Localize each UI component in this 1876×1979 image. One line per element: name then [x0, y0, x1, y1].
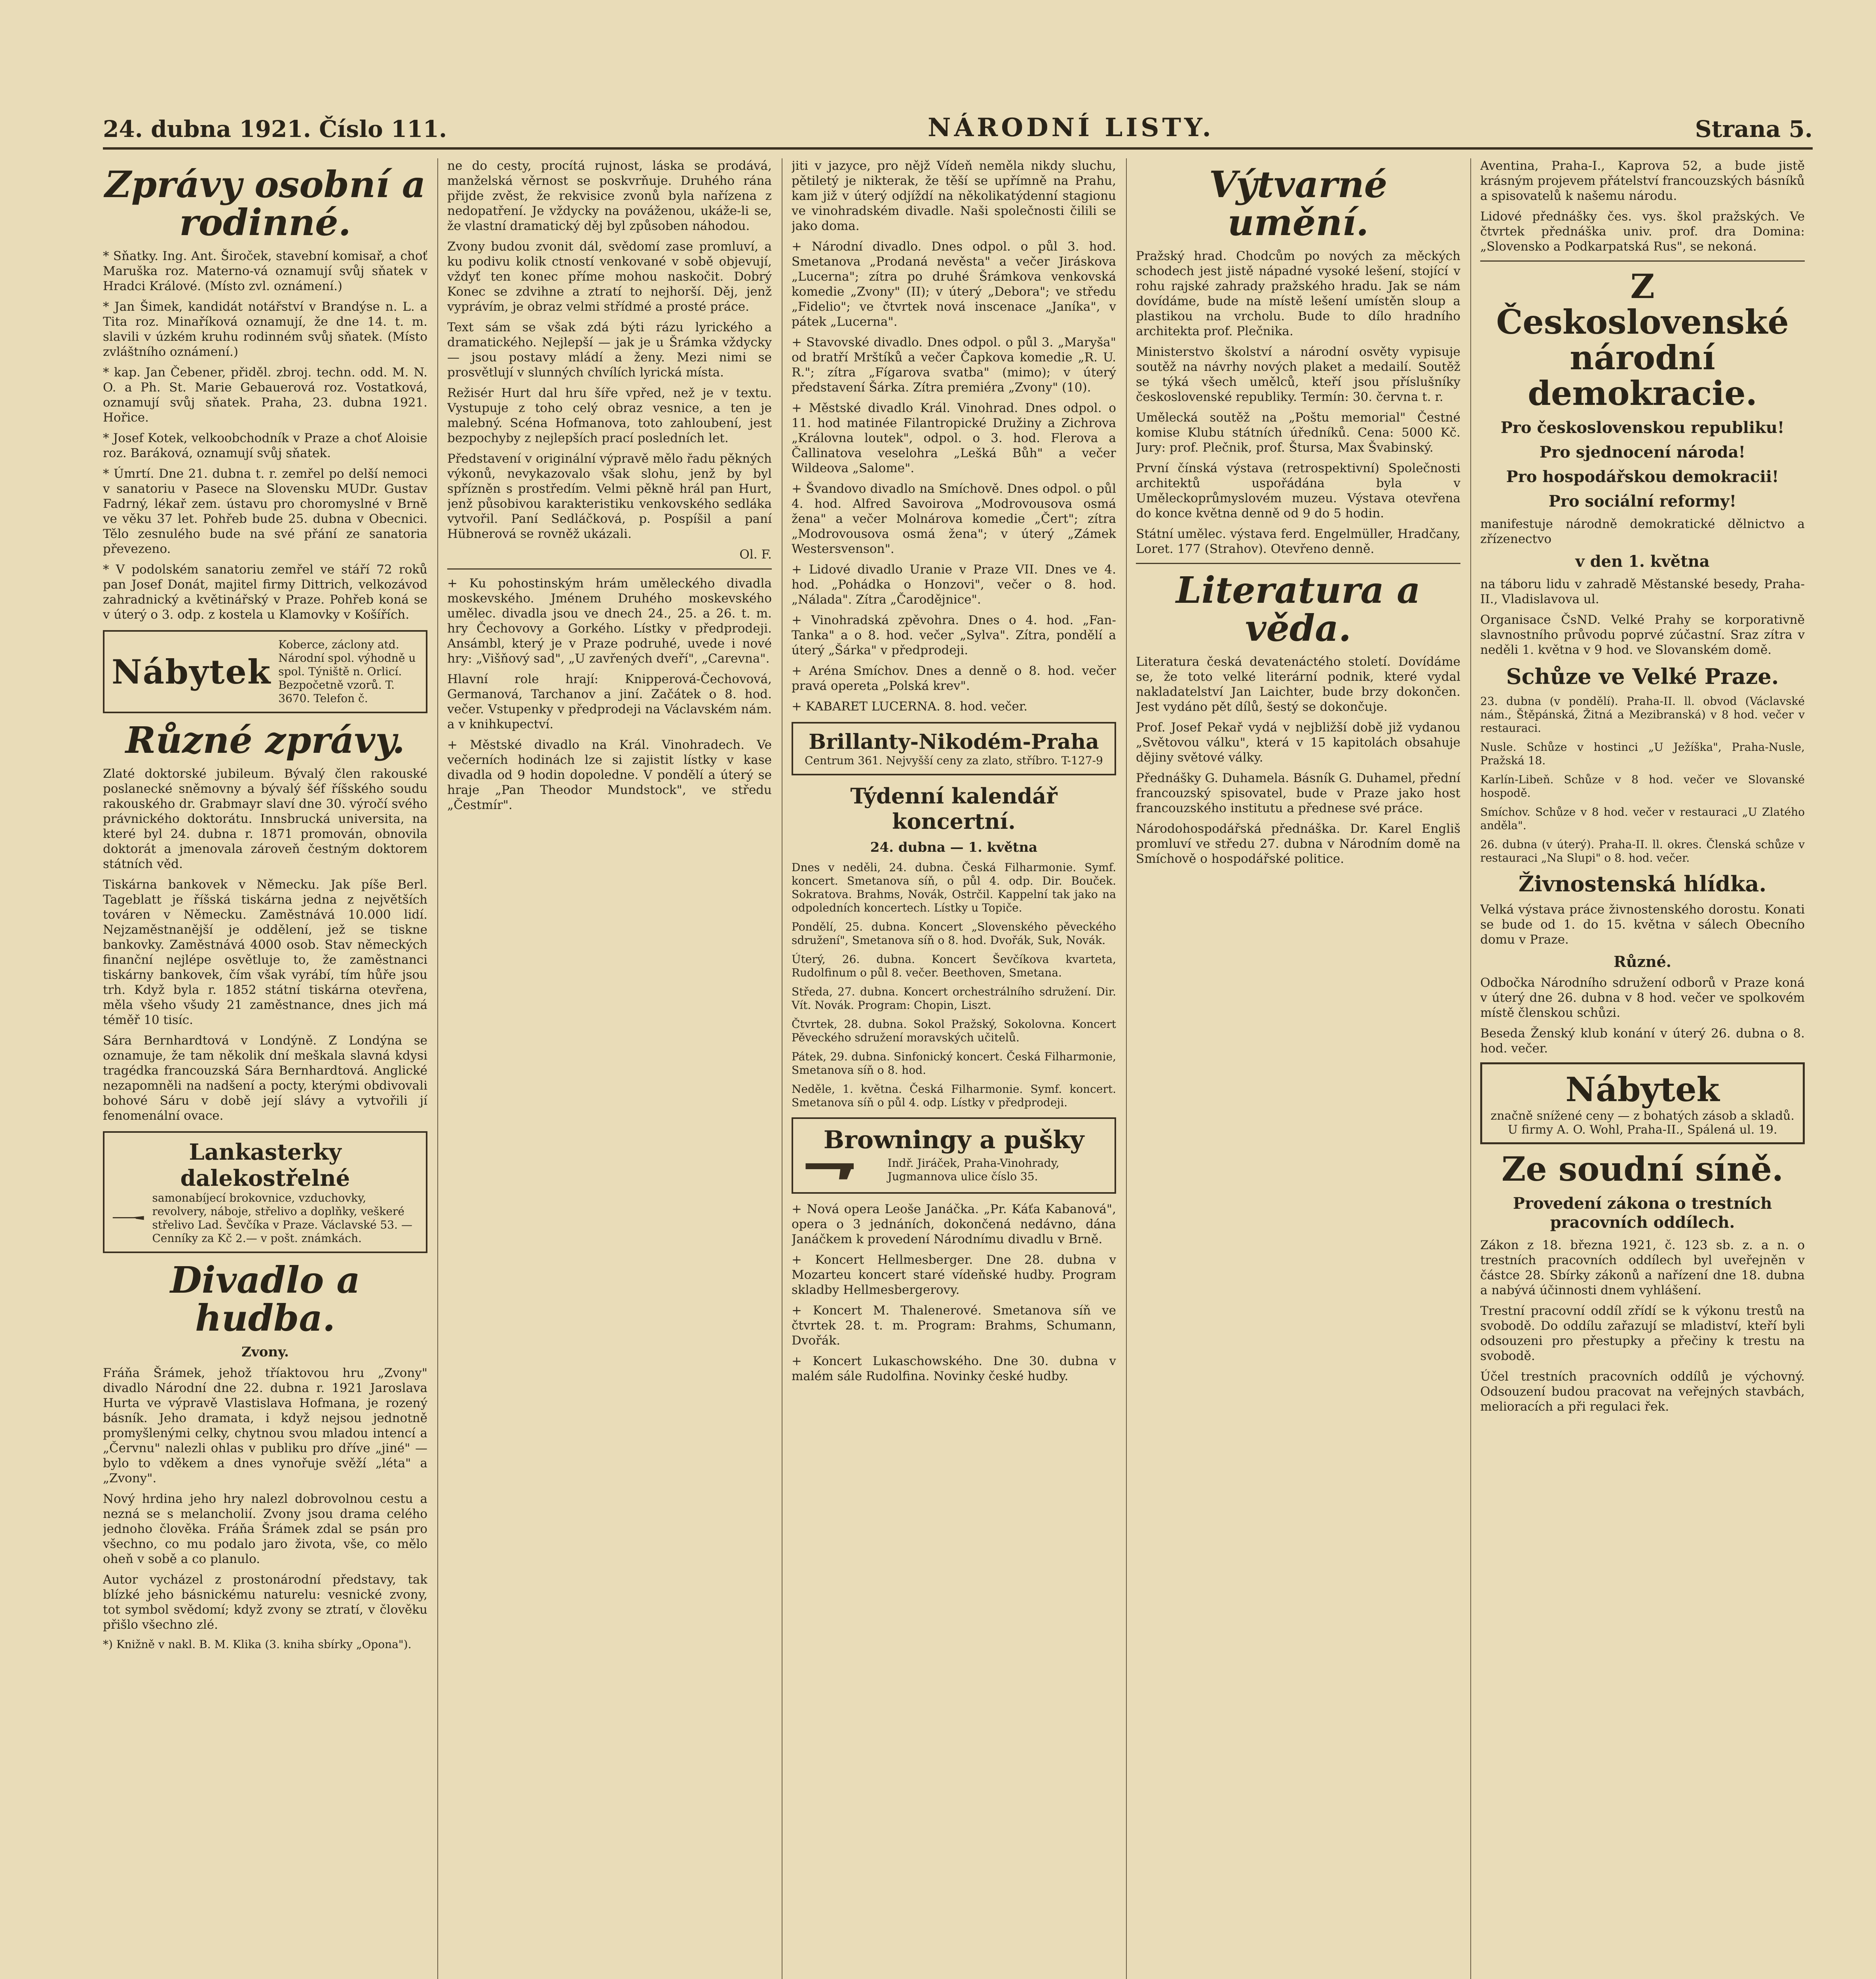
article-paragraph: Zákon z 18. března 1921, č. 123 sb. z. a n. o trestních pracovních oddílech byl uveřejněn v částce 28. Sbírky zákonů a nařízení dne 18. dubna a nabývá účinnosti dnem vyhlášení.	[1480, 1238, 1805, 1297]
separator	[447, 568, 772, 570]
section-heading-personal: Zprávy osobní a rodinné.	[104, 163, 426, 244]
column-divider	[1126, 158, 1127, 1979]
article-paragraph: Lidové přednášky čes. vys. škol pražských. Ve čtvrtek přednáška univ. prof. dra Domina: „Slovensko a Podkarpatská Rus", se nekoná.	[1480, 209, 1805, 254]
article-paragraph: * kap. Jan Čebener, přiděl. zbroj. techn. odd. M. N. O. a Ph. St. Marie Gebauerová roz. Vostatková, oznamují svůj sňatek. Praha, 23. dubna 1921. Hořice.	[103, 365, 427, 425]
footnote: *) Knižně v nakl. B. M. Klika (3. kniha sbírky „Opona").	[103, 1638, 412, 1651]
ad-title: Lankasterky dalekostřelné	[180, 1139, 350, 1191]
ad-title: Nábytek	[112, 652, 272, 691]
meeting-entry: Karlín-Libeň. Schůze v 8 hod. večer ve Slovanské hospodě.	[1480, 773, 1805, 800]
advertisement-brillanty	[792, 722, 1116, 775]
article-paragraph: Pražský hrad. Chodcům po nových za měckých schodech jest jistě nápadné vysoké lešení, stojící v rohu rajské zahrady pražského hradu. Jak se nám dovídáme, bude na místě lešení umístěn sloup a plastikou na vrcholu. Bude to dílo hradního architekta prof. Plečnika.	[1136, 249, 1460, 338]
article-paragraph: Organisace ČsND. Velké Prahy se korporativně slavnostního průvodu poprvé zúčastní. Sraz zítra v neděli 1. května v 9 hod. ve Slovanském domě.	[1480, 613, 1805, 657]
article-paragraph: + Lidové divadlo Uranie v Praze VII. Dnes ve 4. hod. „Pohádka o Honzovi", večer o 8. hod. „Nálada". Zítra „Čarodějnice".	[792, 562, 1116, 607]
party-motto: Pro sjednocení národa!	[1539, 443, 1746, 462]
article-paragraph: + Stavovské divadlo. Dnes odpol. o půl 3. „Maryša" od bratří Mrštíků a večer Čapkova komedie „R. U. R."; zítra „Fígarova svatba" (mimo); v úterý představení Šárka. Zítra premiéra „Zvony" (10).	[792, 335, 1116, 395]
ad-text: Koberce, záclony atd. Národní spol. výhodně u spol. Týniště n. Orlicí. Bezpočetně vzorů. T. 3670. Telefon č.	[278, 638, 416, 705]
rifle-icon	[112, 1202, 145, 1234]
article-paragraph: Tiskárna bankovek v Německu. Jak píše Berl. Tageblatt je říšská tiskárna jedna z největších továren v Německu. Zaměstnává 10.000 lidí. Nejzaměstnanější je oddělení, jež se tiskne bankovky. Zaměstnává 4000 osob. Stav německých finanční nejlépe osvětluje to, že zaměstnanci tiskárny bankovek, čím však vyrábí, tím hůře jsou trh. Když byla r. 1852 státní tiskárna otevřena, měla všeho všudy 21 zaměstnance, dnes jich má téměř 10 tisíc.	[103, 877, 427, 1027]
party-motto: Pro sociální reformy!	[1548, 492, 1737, 511]
article-paragraph: Zvony budou zvonit dál, svědomí zase promluví, a ku podivu kolik ctností venkované v sobě objevují, vždyť ten konec příme mohou naskočit. Dobrý Konec se zdvihne a ztratí to nejhorší. Děj, jenž vyprávím, je obraz velmi střídmé a prosté práce.	[447, 239, 772, 314]
article-paragraph: + Národní divadlo. Dnes odpol. o půl 3. hod. Smetanova „Prodaná nevěsta" a večer Jiráskova „Lucerna"; zítra po druhé Šrámkova venkovská komedie „Zvony" (II); v úterý „Debora"; ve středu „Fidelio"; ve čtvrtek nová inscenace „Janíka", v pátek „Lucerna".	[792, 239, 1116, 329]
section-heading-party: Z Československé národní demokracie.	[1496, 267, 1789, 413]
ad-title: Nábytek	[1565, 1070, 1720, 1109]
article-paragraph: + Koncert Hellmesberger. Dne 28. dubna v Mozarteu koncert staré vídeňské hudby. Program skladby Hellmesbergerovy.	[792, 1253, 1116, 1297]
calendar-entry: Neděle, 1. května. Česká Filharmonie. Symf. koncert. Smetanova síň o půl 4. odp. Lístky v předprodeji.	[792, 1083, 1116, 1109]
column-3	[792, 158, 1116, 1979]
ad-title: Brillanty-Nikodém-Praha	[809, 730, 1099, 754]
article-paragraph: Nový hrdina jeho hry nalezl dobrovolnou cestu a nezná se s melancholií. Zvony jsou drama celého jednoho člověka. Fráňa Šrámek zdal se psán pro všechno, co mu podalo jaro života, vše, co mělo oheň v sobě a co planulo.	[103, 1492, 427, 1566]
article-paragraph: + Vinohradská zpěvohra. Dnes o 4. hod. „Fan-Tanka" a o 8. hod. večer „Sylva". Zítra, pondělí a úterý „Šárka" v předprodeji.	[792, 613, 1116, 657]
advertisement-furniture	[103, 630, 427, 713]
article-paragraph: ne do cesty, procítá rujnost, láska se prodává, manželská věrnost se poskvrňuje. Druhého rána přijde zvěst, že rekvisice zvonů byla nařízena z nedopatření. Je vždycky na pováženou, ukáže-li se, že vlastní dramatický děj byl způsoben náhodou.	[447, 159, 772, 233]
article-paragraph: manifestuje národně demokratické dělnictvo a zřízenectvo	[1480, 517, 1805, 546]
column-4	[1136, 158, 1460, 1979]
section-heading-art: Výtvarné umění.	[1209, 163, 1388, 244]
calendar-entry: Pátek, 29. dubna. Sinfonický koncert. Česká Filharmonie, Smetanova síň o 8. hod.	[792, 1050, 1116, 1077]
article-paragraph: Literatura česká devatenáctého století. Dovídáme se, že toto velké literární podnik, které vydal nakladatelství Jan Laichter, bude brzy dokončen. Jest vydáno pět dílů, šestý se dokončuje.	[1136, 655, 1460, 714]
article-paragraph: + Nová opera Leoše Janáčka. „Pr. Káťa Kabanová", opera o 3 jednáních, dokončená nedávno, dána Janáčkem k provedení Národnímu divadlu v Brně.	[792, 1202, 1116, 1246]
article-paragraph: + Městské divadlo na Král. Vinohradech. Ve večerních hodinách lze si zajistit lístky v kase divadla od 9 hodin dopoledne. V pondělí a úterý se hraje „Pan Theodor Mundstock", ve středu „Čestmír".	[447, 738, 772, 812]
pistol-icon	[800, 1154, 880, 1186]
article-paragraph: Umělecká soutěž na „Poštu memorial" Čestné komise Klubu státních úředníků. Cena: 5000 Kč. Jury: prof. Plečnik, prof. Štursa, Max Švabinský.	[1136, 410, 1460, 455]
issue-date: 24. dubna 1921. Číslo 111.	[103, 116, 447, 142]
article-paragraph: * Sňatky. Ing. Ant. Široček, stavební komisař, a choť Maruška roz. Materno-vá oznamují svůj sňatek v Hradci Králové. (Místo zvl. oznámení.)	[103, 249, 427, 293]
ad-text: Centrum 361. Nejvyšší ceny za zlato, stříbro. T-127-9	[805, 754, 1103, 767]
ad-text: samonabíjecí brokovnice, vzduchovky, revolvery, náboje, střelivo a doplňky, veškeré střelivo Lad. Ševčíka v Praze. Václavské 53. — Cenníky za Kč 2.— v pošt. známkách.	[152, 1191, 412, 1245]
advertisement-lankasterky	[103, 1131, 427, 1253]
section-heading-literature: Literatura a věda.	[1176, 569, 1420, 650]
article-paragraph: Beseda Ženský klub konání v úterý 26. dubna o 8. hod. večer.	[1480, 1026, 1805, 1056]
section-heading-calendar: Týdenní kalendář koncertní.	[850, 783, 1058, 834]
separator	[1480, 260, 1805, 262]
article-paragraph: Autor vycházel z prostonárodní představy, tak blízké jeho básnickému naturelu: vesnické zvony, tot symbol svědomí; když zvony se ztratí, v člověku přišlo všechno zlé.	[103, 1573, 427, 1632]
article-paragraph: + Švandovo divadlo na Smíchově. Dnes odpol. o půl 4. hod. Alfred Savoirova „Modrovousova osmá žena" a večer Molnárova komedie „Čert"; zítra „Modrovousova osmá žena"; v úterý „Zámek Westersvenson".	[792, 482, 1116, 556]
article-signature: Ol. F.	[739, 547, 772, 562]
article-subheading: Zvony.	[241, 1344, 289, 1360]
column-2	[447, 158, 772, 1979]
section-heading-court: Ze soudní síně.	[1501, 1149, 1784, 1189]
party-date: v den 1. května	[1575, 552, 1710, 571]
page-number: Strana 5.	[1695, 116, 1813, 142]
article-paragraph: Hlavní role hrají: Knipperová-Čechovová, Germanová, Tarchanov a jiní. Začátek o 8. hod. večer. Vstupenky v předprodeji na Václavském nám. a v knihkupectví.	[447, 672, 772, 731]
section-heading-meetings: Schůze ve Velké Praze.	[1506, 664, 1779, 689]
article-paragraph: Trestní pracovní oddíl zřídí se k výkonu trestů na svobodě. Do oddílu zařazují se mladiství, kteří byli odsouzeni pro přestupky a přečiny k trestu na svobodě.	[1480, 1304, 1805, 1363]
article-paragraph: * V podolském sanatoriu zemřel ve stáří 72 roků pan Josef Donát, majitel firmy Dittrich, velkozávod zahradnický a květinářský v Praze. Pohřeb koná se v úterý o 3. odp. z kostela u Klamovky v Košířích.	[103, 562, 427, 622]
columns	[103, 158, 1817, 1979]
article-paragraph: Národohospodářská přednáška. Dr. Karel Engliš promluví ve středu 27. dubna v Národním domě na Smíchově o hospodářské politice.	[1136, 822, 1460, 866]
advertisement-furniture-2	[1480, 1062, 1805, 1144]
meeting-entry: Nusle. Schůze v hostinci „U Ježíška", Praha-Nusle, Pražská 18.	[1480, 741, 1805, 767]
article-paragraph: Sára Bernhardtová v Londýně. Z Londýna se oznamuje, že tam několik dní meškala slavná kdysi tragédka francouzská Sára Bernhardtová. Anglické nezapomněli na nadšení a pocty, kterými obdivovali bohové Sáru v době její slávy a vytvořili jí fenomenální ovace.	[103, 1033, 427, 1123]
article-paragraph: * Jan Šimek, kandidát notářství v Brandýse n. L. a Tita roz. Minaříková oznamují, že dne 14. t. m. slavili v úzkém kruhu rodinném svůj sňatek. (Místo zvláštního oznámení.)	[103, 300, 427, 359]
article-paragraph: Odbočka Národního sdružení odborů v Praze koná v úterý dne 26. dubna v 8 hod. večer ve spolkovém místě členskou schůzi.	[1480, 976, 1805, 1020]
meeting-entry: 26. dubna (v úterý). Praha-II. ll. okres. Členská schůze v restauraci „Na Slupi" o 8. hod. večer.	[1480, 838, 1805, 864]
calendar-entry: Dnes v neděli, 24. dubna. Česká Filharmonie. Symf. koncert. Smetanova síň, o půl 4. odp. Dir. Bouček. Sokratova. Brahms, Novák, Ostrčil. Kappelní tak jako na odpoledních koncertech. Lístky u Topiče.	[792, 861, 1116, 914]
article-paragraph: Zlaté doktorské jubileum. Bývalý člen rakouské poslanecké sněmovny a bývalý šéf říšského soudu rakouského dr. Grabmayr slaví dne 30. výročí svého právnického doktorátu. Innsbrucká universita, na které byl 24. dubna r. 1871 promován, obnovila doktorát a jmenovala zároveň čestným doktorem státních věd.	[103, 767, 427, 871]
column-divider	[437, 158, 438, 1979]
newspaper-title: NÁRODNÍ LISTY.	[928, 113, 1214, 142]
article-paragraph: Přednášky G. Duhamela. Básník G. Duhamel, přední francouzský spisovatel, bude v Praze jako host francouzského institutu a přednese své práce.	[1136, 771, 1460, 815]
ad-text: značně snížené ceny — z bohatých zásob a skladů. U firmy A. O. Wohl, Praha-II., Spálená ul. 19.	[1491, 1109, 1794, 1137]
article-paragraph: Aventina, Praha-I., Kaprova 52, a bude jistě krásným projevem přátelství francouzských básníků a spisovatelů k našemu národu.	[1480, 159, 1805, 203]
section-heading-misc: Různé.	[1614, 953, 1671, 971]
calendar-entry: Úterý, 26. dubna. Koncert Ševčíkova kvarteta, Rudolfinum o půl 8. večer. Beethoven, Smetana.	[792, 953, 1116, 979]
article-paragraph: na táboru lidu v zahradě Městanské besedy, Praha-II., Vladislavova ul.	[1480, 577, 1805, 606]
article-paragraph: Režisér Hurt dal hru šíře vpřed, než je v textu. Vystupuje z toho celý obraz vesnice, a ten je malebný. Scéna Hofmanova, toto zahloubení, jest bezpochyby z nejlepších prací posledních let.	[447, 386, 772, 445]
article-paragraph: Fráňa Šrámek, jehož tříaktovou hru „Zvony" divadlo Národní dne 22. dubna r. 1921 Jaroslava Hurta ve výpravě Vlastislava Hofmana, je rozený básník. Jeho dramata, i když nejsou jednotně promyšlenými celky, chytnou svou mladou intencí a „Červnu" nalezli ohlas v publiku pro dříve „jiné" — bylo to vděkem a dnes vynořuje svěží „léta" a „Zvony".	[103, 1366, 427, 1485]
article-paragraph: Účel trestních pracovních oddílů je výchovný. Odsouzení budou pracovat na veřejných stavbách, melioracích a při regulaci řek.	[1480, 1369, 1805, 1414]
article-paragraph: První čínská výstava (retrospektivní) Společnosti architektů uspořádána byla v Uměleckoprůmyslovém muzeu. Výstava otevřena do konce května denně od 9 do 5 hodin.	[1136, 461, 1460, 520]
party-motto: Pro československou republiku!	[1500, 418, 1785, 437]
separator	[1136, 563, 1460, 564]
article-paragraph: + Ku pohostinským hrám uměleckého divadla moskevského. Jménem Druhého moskevského umělec. divadla jsou ve dnech 24., 25. a 26. t. m. hry Čechovovy a Gorkého. Lístky v předprodeji. Ansámbl, který je v Praze podruhé, uvede i nové hry: „Višňový sad", „U zavřených dveří", „Carevna".	[447, 576, 772, 666]
column-5	[1480, 158, 1805, 1979]
article-paragraph: Prof. Josef Pekař vydá v nejbližší době již vydanou „Světovou válku", která v 15 kapitolách obsahuje dějiny světové války.	[1136, 720, 1460, 765]
article-paragraph: * Josef Kotek, velkoobchodník v Praze a choť Aloisie roz. Baráková, oznamují svůj sňatek.	[103, 431, 427, 460]
party-motto: Pro hospodářskou demokracii!	[1506, 467, 1779, 486]
advertisement-browningy	[792, 1117, 1116, 1194]
article-paragraph: + KABARET LUCERNA. 8. hod. večer.	[792, 699, 1028, 714]
article-paragraph: jiti v jazyce, pro nějž Vídeň neměla nikdy sluchu, pětiletý je nikterak, že těší se upřímně na Prahu, kam již v úterý odjíždí na několikatýdenní stagionu ve vinohradském divadle. Naši společnosti čilili se jako doma.	[792, 159, 1116, 233]
article-paragraph: Státní umělec. výstava ferd. Engelmüller, Hradčany, Loret. 177 (Strahov). Otevřeno denně.	[1136, 527, 1460, 556]
calendar-entry: Pondělí, 25. dubna. Koncert „Slovenského pěveckého sdružení", Smetanova síň o 8. hod. Dvořák, Suk, Novák.	[792, 920, 1116, 947]
meeting-entry: 23. dubna (v pondělí). Praha-II. ll. obvod (Václavské nám., Štěpánská, Žitná a Mezibranská) v 8 hod. večer v restauraci.	[1480, 695, 1805, 735]
article-paragraph: Představení v originální výpravě mělo řadu pěkných výkonů, nevykazovalo však slohu, jenž by byl spřízněn s prostředím. Velmi pěkně hrál pan Hurt, jenž působivou karakteristiku venkovského sedláka vytvořil. Paní Sedláčková, p. Pospíšil a paní Hübnerová se rovněž ukázali.	[447, 452, 772, 541]
article-paragraph: + Koncert M. Thalenerové. Smetanova síň ve čtvrtek 28. t. m. Program: Brahms, Schumann, Dvořák.	[792, 1303, 1116, 1348]
section-heading-trades: Živnostenská hlídka.	[1518, 871, 1767, 896]
masthead	[103, 107, 1813, 150]
calendar-dates: 24. dubna — 1. května	[870, 839, 1038, 855]
article-paragraph: + Aréna Smíchov. Dnes a denně o 8. hod. večer pravá opereta „Polská krev".	[792, 664, 1116, 693]
column-divider	[1470, 158, 1471, 1979]
article-paragraph: + Městské divadlo Král. Vinohrad. Dnes odpol. o 11. hod matinée Filantropické Družiny a Zichrova „Královna loutek", odpol. o 3. hod. Flerova a Čallinatova veselohra „Lešká Bůh" a večer Wildeova „Salome".	[792, 401, 1116, 475]
column-1	[103, 158, 427, 1979]
article-paragraph: Ministerstvo školství a národní osvěty vypisuje soutěž na návrhy nových plaket a medailí. Soutěž se týká všech umělců, kteří jsou příslušníky československé republiky. Termín: 30. června t. r.	[1136, 345, 1460, 404]
article-subheading: Provedení zákona o trestních pracovních oddílech.	[1513, 1194, 1772, 1232]
article-paragraph: Text sám se však zdá býti rázu lyrického a dramatického. Nejlepší — jak je u Šrámka vždycky — jsou postavy mládí a ženy. Mezi nimi se prosvětlují v slunných chvílích lyrická místa.	[447, 320, 772, 380]
calendar-entry: Středa, 27. dubna. Koncert orchestrálního sdružení. Dir. Vít. Novák. Program: Chopin, Liszt.	[792, 985, 1116, 1012]
section-heading-theatre: Divadlo a hudba.	[170, 1259, 361, 1339]
article-paragraph: Velká výstava práce živnostenského dorostu. Konati se bude od 1. do 15. května v sálech Obecního domu v Praze.	[1480, 902, 1805, 947]
article-paragraph: * Úmrtí. Dne 21. dubna t. r. zemřel po delší nemoci v sanatoriu v Pasece na Slovensku MUDr. Gustav Fadrný, lékař zem. ústavu pro choromyslné v Brně ve věku 37 let. Pohřeb bude 25. dubna v Obecnici. Tělo zesnulého bude na své přání ze sanatoria převezeno.	[103, 467, 427, 556]
section-heading-misc: Různé zprávy.	[125, 719, 405, 762]
calendar-entry: Čtvrtek, 28. dubna. Sokol Pražský, Sokolovna. Koncert Pěveckého sdružení moravských učitelů.	[792, 1018, 1116, 1044]
article-paragraph: + Koncert Lukaschowského. Dne 30. dubna v malém sále Rudolfina. Novinky české hudby.	[792, 1354, 1116, 1383]
ad-title: Browningy a pušky	[823, 1125, 1084, 1154]
ad-text: Indř. Jiráček, Praha-Vinohrady, Jugmannova ulice číslo 35.	[887, 1157, 1060, 1183]
meeting-entry: Smíchov. Schůze v 8 hod. večer v restauraci „U Zlatého anděla".	[1480, 805, 1805, 832]
